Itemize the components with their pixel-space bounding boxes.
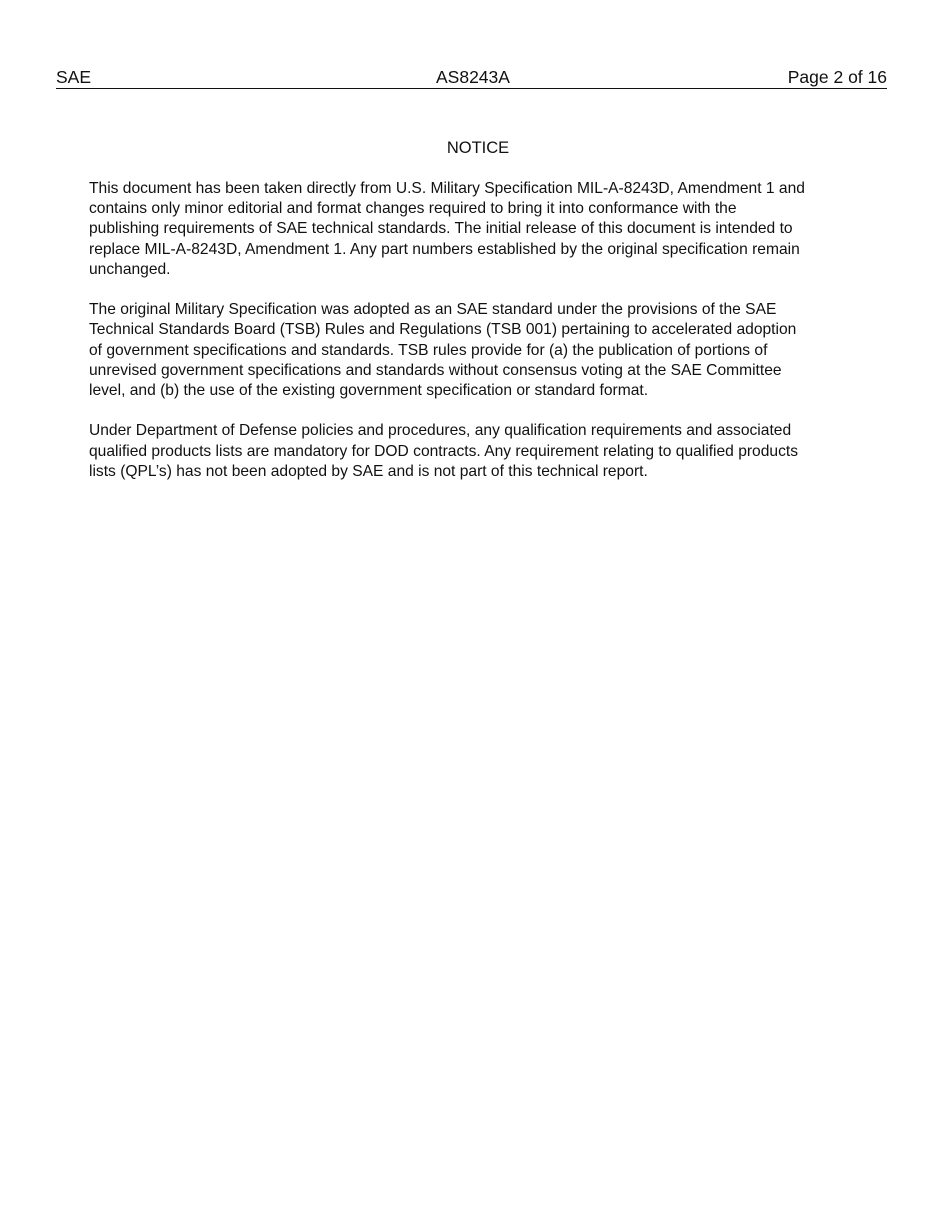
text-line: qualified products lists are mandatory for DOD contracts. Any requirement relating to qualified products [89,442,798,460]
notice-body [89,179,879,502]
text-line: unrevised government specifications and standards without consensus voting at the SAE Committee [89,361,782,379]
header-page-number: Page 2 of 16 [787,67,887,87]
text-line: The original Military Specification was adopted as an SAE standard under the provisions of the SAE [89,301,777,319]
text-line: publishing requirements of SAE technical standards. The initial release of this document is intended to [89,220,793,238]
text-line: Under Department of Defense policies and procedures, any qualification requirements and associated [89,422,792,440]
text-line: of government specifications and standards. TSB rules provide for (a) the publication of portions of [89,341,768,359]
text-line: This document has been taken directly from U.S. Military Specification MIL-A-8243D, Amendment 1 and [89,180,805,197]
header-document-number: AS8243A [436,67,510,87]
text-line: replace MIL-A-8243D, Amendment 1. Any part numbers established by the original specification remain [89,240,800,258]
text-line: level, and (b) the use of the existing government specification or standard format. [89,382,649,400]
notice-title: NOTICE [446,139,510,157]
page-header [56,66,887,89]
notice-paragraph [89,300,879,401]
notice-paragraph [89,179,879,280]
text-line: lists (QPL’s) has not been adopted by SAE and is not part of this technical report. [89,462,648,480]
text-line: unchanged. [89,260,171,278]
text-line: Technical Standards Board (TSB) Rules and Regulations (TSB 001) pertaining to accelerated adoption [89,321,797,339]
header-organization: SAE [56,67,92,87]
notice-paragraph [89,421,879,482]
text-line: contains only minor editorial and format changes required to bring it into conformance with the [89,200,737,218]
